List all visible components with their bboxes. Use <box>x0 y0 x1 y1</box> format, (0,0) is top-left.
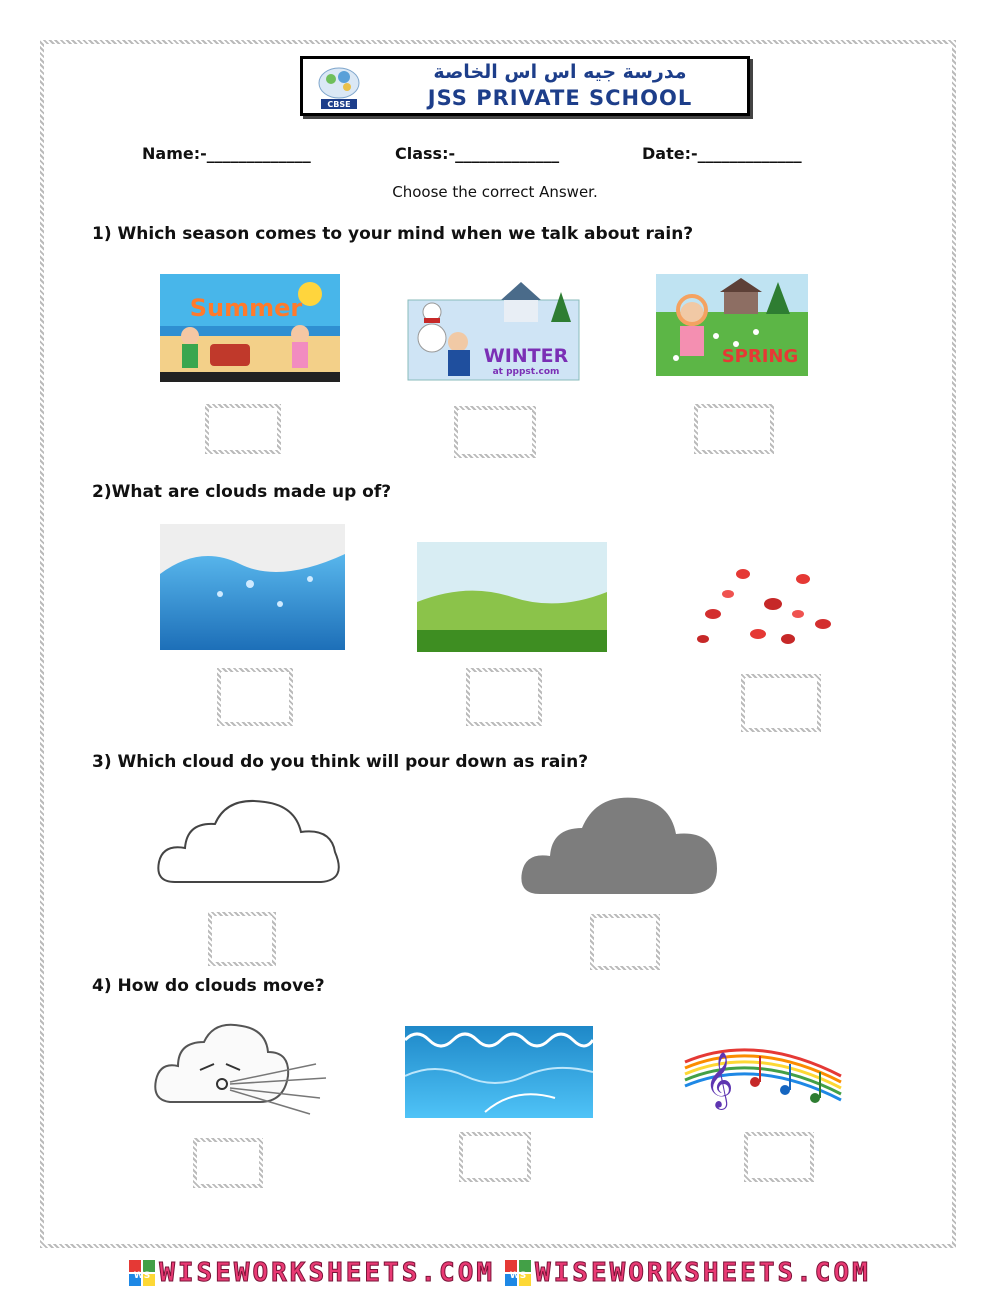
answer-box-q2-petals[interactable] <box>741 674 821 732</box>
svg-text:SPRING: SPRING <box>721 346 799 367</box>
answer-box-q3-grey-cloud[interactable] <box>590 914 660 970</box>
svg-text:WINTER: WINTER <box>483 345 569 367</box>
white-cloud-icon <box>155 792 347 892</box>
school-logo-icon <box>311 63 367 111</box>
svg-text:𝄞: 𝄞 <box>705 1052 734 1108</box>
footer-brand-right <box>505 1258 871 1288</box>
answer-box-q2-grass[interactable] <box>466 668 542 726</box>
school-name-arabic: مدرسة جيه اس اس الخاصة <box>433 61 687 83</box>
name-field[interactable]: Name:-_____________ <box>142 144 311 163</box>
svg-text:Summer: Summer <box>189 294 303 322</box>
answer-box-q1-summer[interactable] <box>205 404 281 454</box>
grey-cloud-icon <box>518 790 720 900</box>
svg-text:WS: WS <box>509 1270 527 1281</box>
grass-field-image-icon <box>417 542 607 652</box>
question-2: 2)What are clouds made up of? <box>92 482 392 502</box>
school-header <box>300 56 750 116</box>
spring-scene-icon <box>656 274 808 376</box>
footer-brand-text: WISEWORKSHEETS.COM <box>535 1257 871 1288</box>
class-field[interactable]: Class:-_____________ <box>395 144 560 163</box>
answer-box-q4-wind[interactable] <box>193 1138 263 1188</box>
question-1: 1) Which season comes to your mind when we talk about rain? <box>92 224 694 244</box>
answer-box-q1-winter[interactable] <box>454 406 536 458</box>
answer-box-q4-sea[interactable] <box>459 1132 531 1182</box>
question-4: 4) How do clouds move? <box>92 976 325 996</box>
date-field[interactable]: Date:-_____________ <box>642 144 802 163</box>
rose-petals-image-icon <box>683 544 838 652</box>
svg-text:at pppst.com: at pppst.com <box>492 367 560 377</box>
answer-box-q4-music[interactable] <box>744 1132 814 1182</box>
summer-scene-icon <box>160 274 340 382</box>
footer-watermark <box>0 1254 1000 1291</box>
winter-scene-icon <box>406 272 581 382</box>
music-notes-icon <box>665 1022 847 1114</box>
answer-box-q3-white-cloud[interactable] <box>208 912 276 966</box>
wiseworksheets-logo-icon <box>129 1260 155 1286</box>
answer-box-q2-water[interactable] <box>217 668 293 726</box>
blowing-cloud-icon <box>150 1018 330 1122</box>
instruction-text: Choose the correct Answer. <box>392 183 598 201</box>
svg-text:WS: WS <box>134 1270 151 1281</box>
svg-text:CBSE: CBSE <box>327 100 351 109</box>
footer-brand-text: WISEWORKSHEETS.COM <box>159 1257 495 1288</box>
footer-brand-left <box>129 1258 495 1288</box>
wiseworksheets-logo-icon <box>505 1260 531 1286</box>
answer-box-q1-spring[interactable] <box>694 404 774 454</box>
school-name-english: JSS PRIVATE SCHOOL <box>427 86 693 110</box>
question-3: 3) Which cloud do you think will pour down as rain? <box>92 752 589 772</box>
water-image-icon <box>160 524 345 650</box>
ocean-waves-icon <box>405 1026 593 1118</box>
